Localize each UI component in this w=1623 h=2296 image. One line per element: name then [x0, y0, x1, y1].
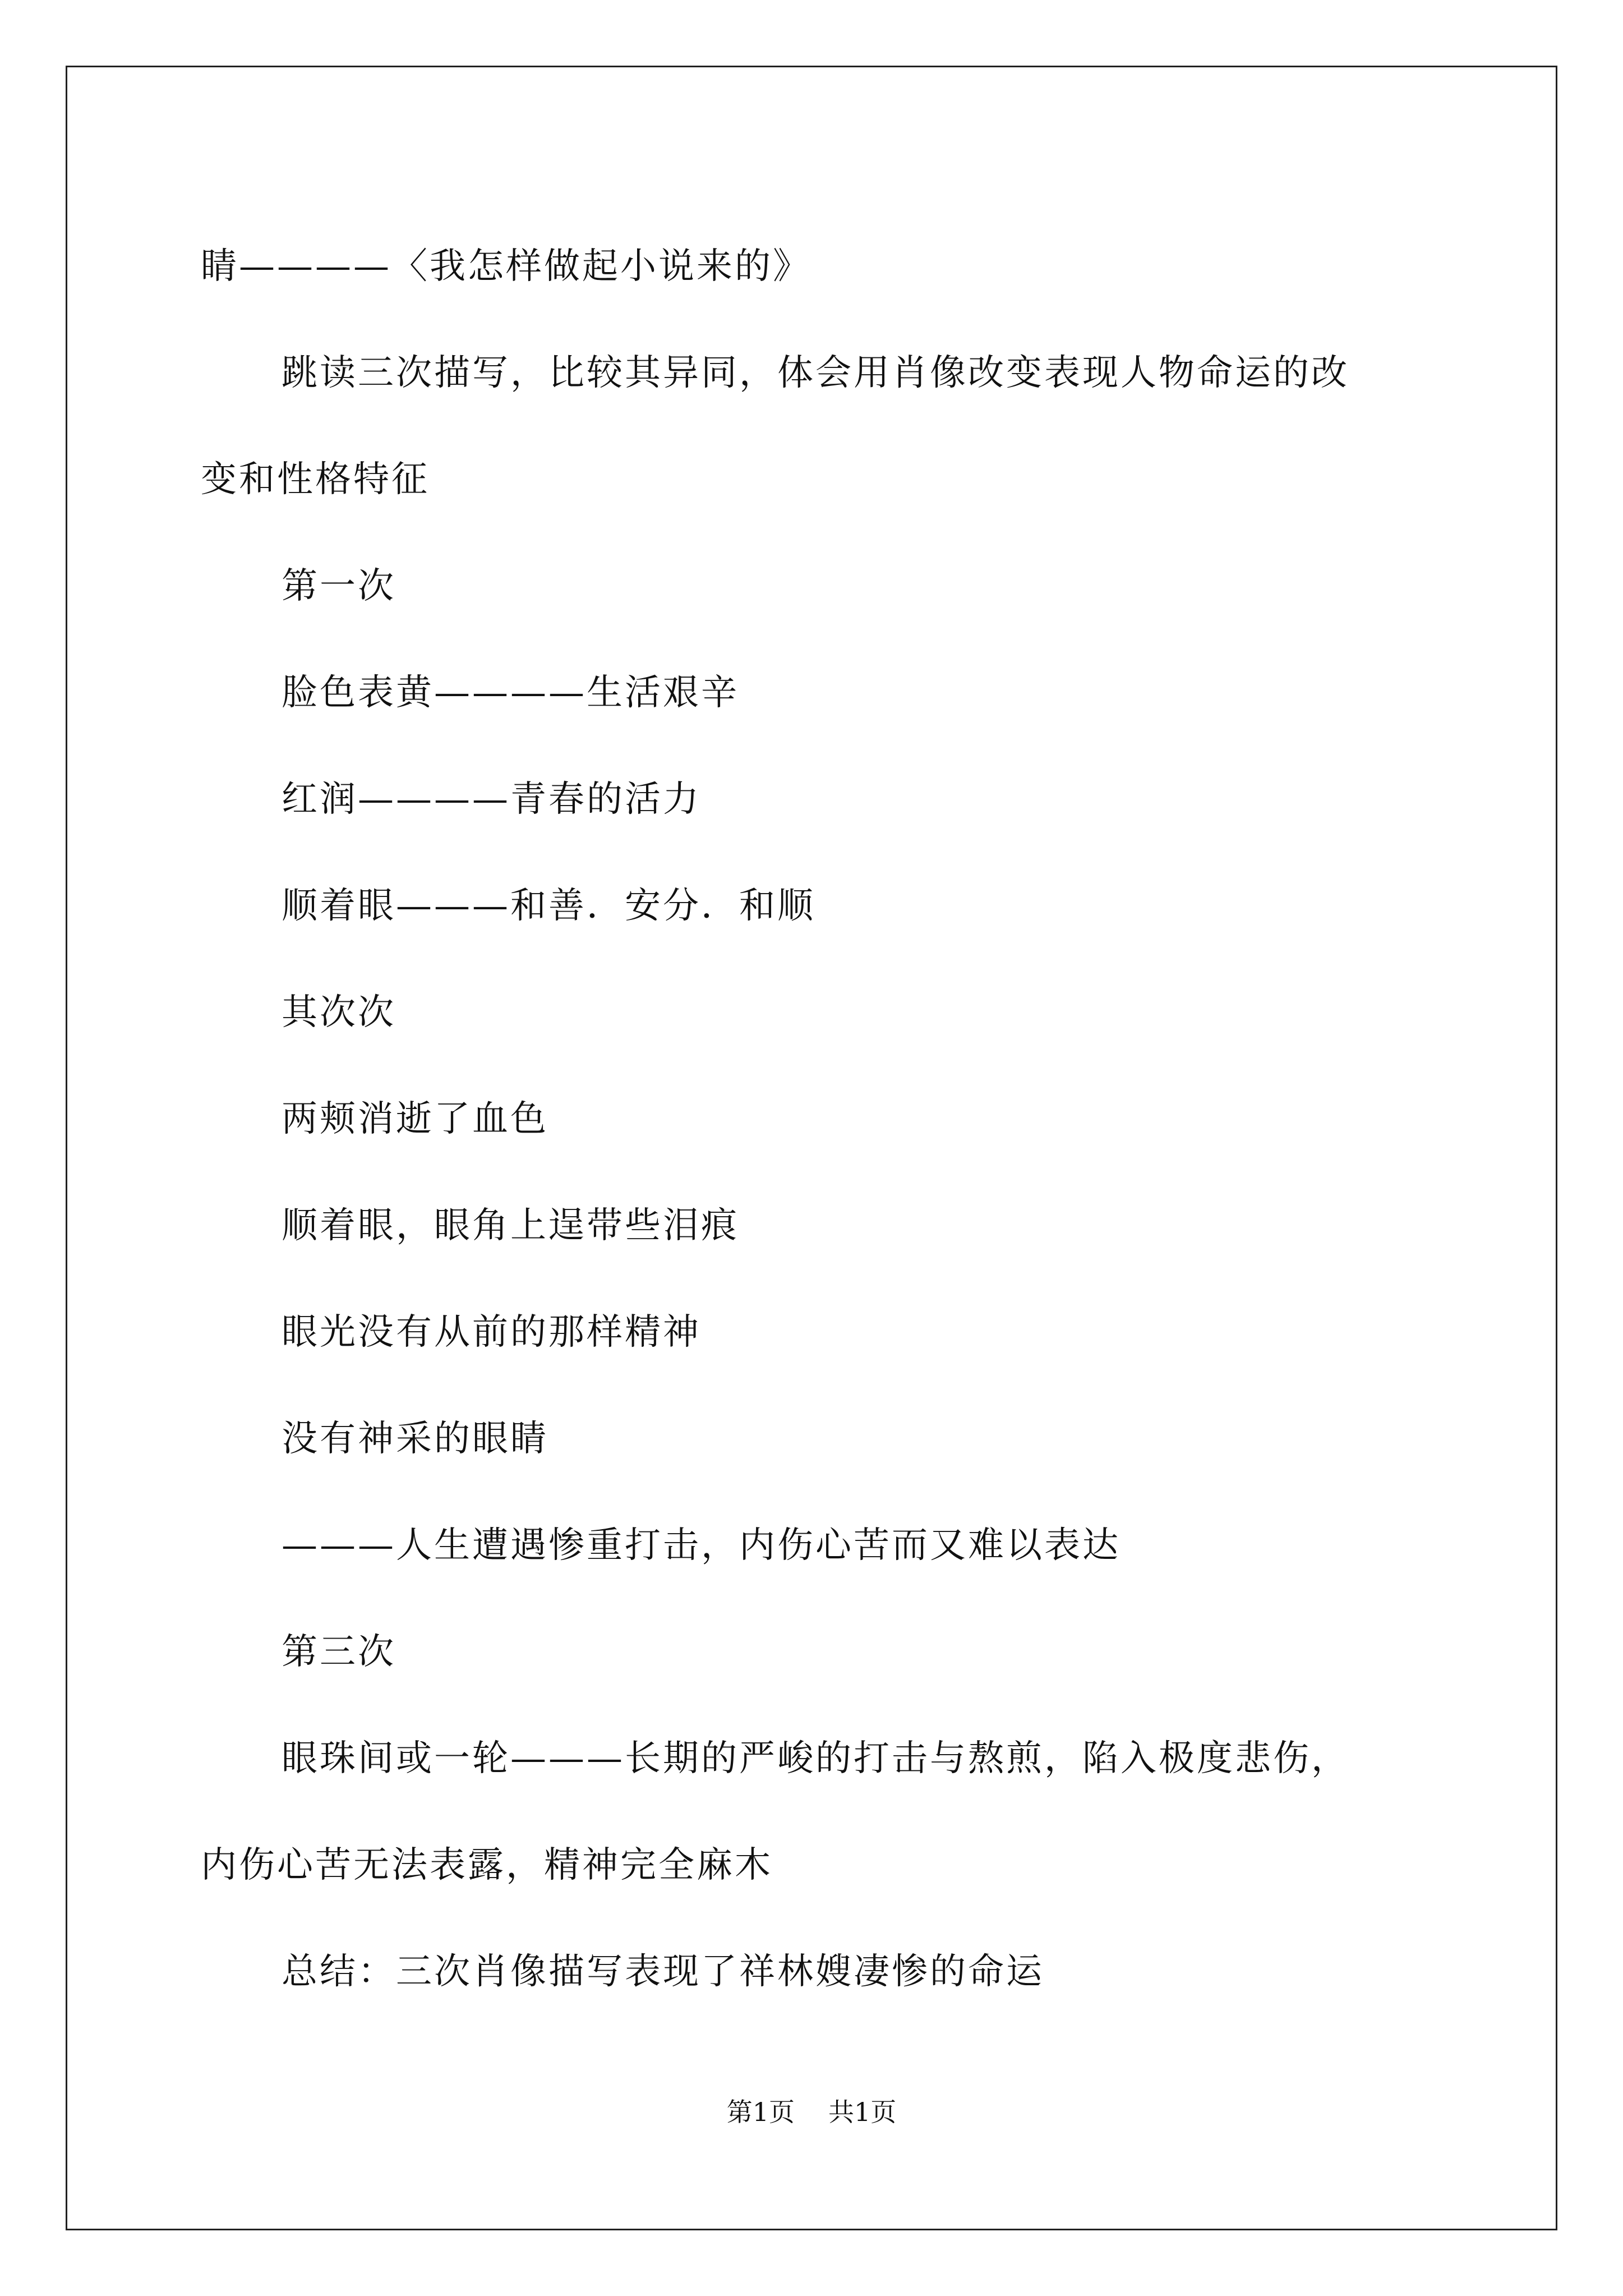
page-footer [0, 2095, 1623, 2129]
text-line-11: 眼光没有从前的那样精神 [282, 1312, 701, 1353]
document-body [201, 213, 1435, 2025]
text-line-15: 眼珠间或一轮———长期的严峻的打击与熬煎，陷入极度悲伤， [282, 1738, 1349, 1779]
text-line-16: 内伤心苦无法表露，精神完全麻木 [201, 1844, 773, 1886]
text-line-10: 顺着眼，眼角上逞带些泪痕 [282, 1205, 739, 1246]
text-line-1: 睛————〈我怎样做起小说来的》 [201, 246, 811, 287]
text-line-2: 跳读三次描写，比较其异同，体会用肖像改变表现人物命运的改 [282, 352, 1349, 394]
text-line-14: 第三次 [282, 1631, 396, 1673]
text-line-5: 脸色表黄————生活艰辛 [282, 672, 739, 714]
text-line-4: 第一次 [282, 565, 396, 607]
text-line-7: 顺着眼———和善．安分．和顺 [282, 885, 815, 927]
text-line-3: 变和性格特征 [201, 459, 430, 500]
text-line-8: 其次次 [282, 992, 396, 1033]
page-number-total: 共1页 [828, 2097, 897, 2127]
text-line-9: 两颊消逝了血色 [282, 1098, 548, 1140]
page-number-current: 第1页 [726, 2097, 795, 2127]
text-line-17: 总结：三次肖像描写表现了祥林嫂凄惨的命运 [282, 1951, 1044, 1993]
text-line-13: ———人生遭遇惨重打击，内伤心苦而又难以表达 [282, 1525, 1121, 1566]
text-line-12: 没有神采的眼睛 [282, 1418, 548, 1460]
text-line-6: 红润————青春的活力 [282, 779, 701, 820]
